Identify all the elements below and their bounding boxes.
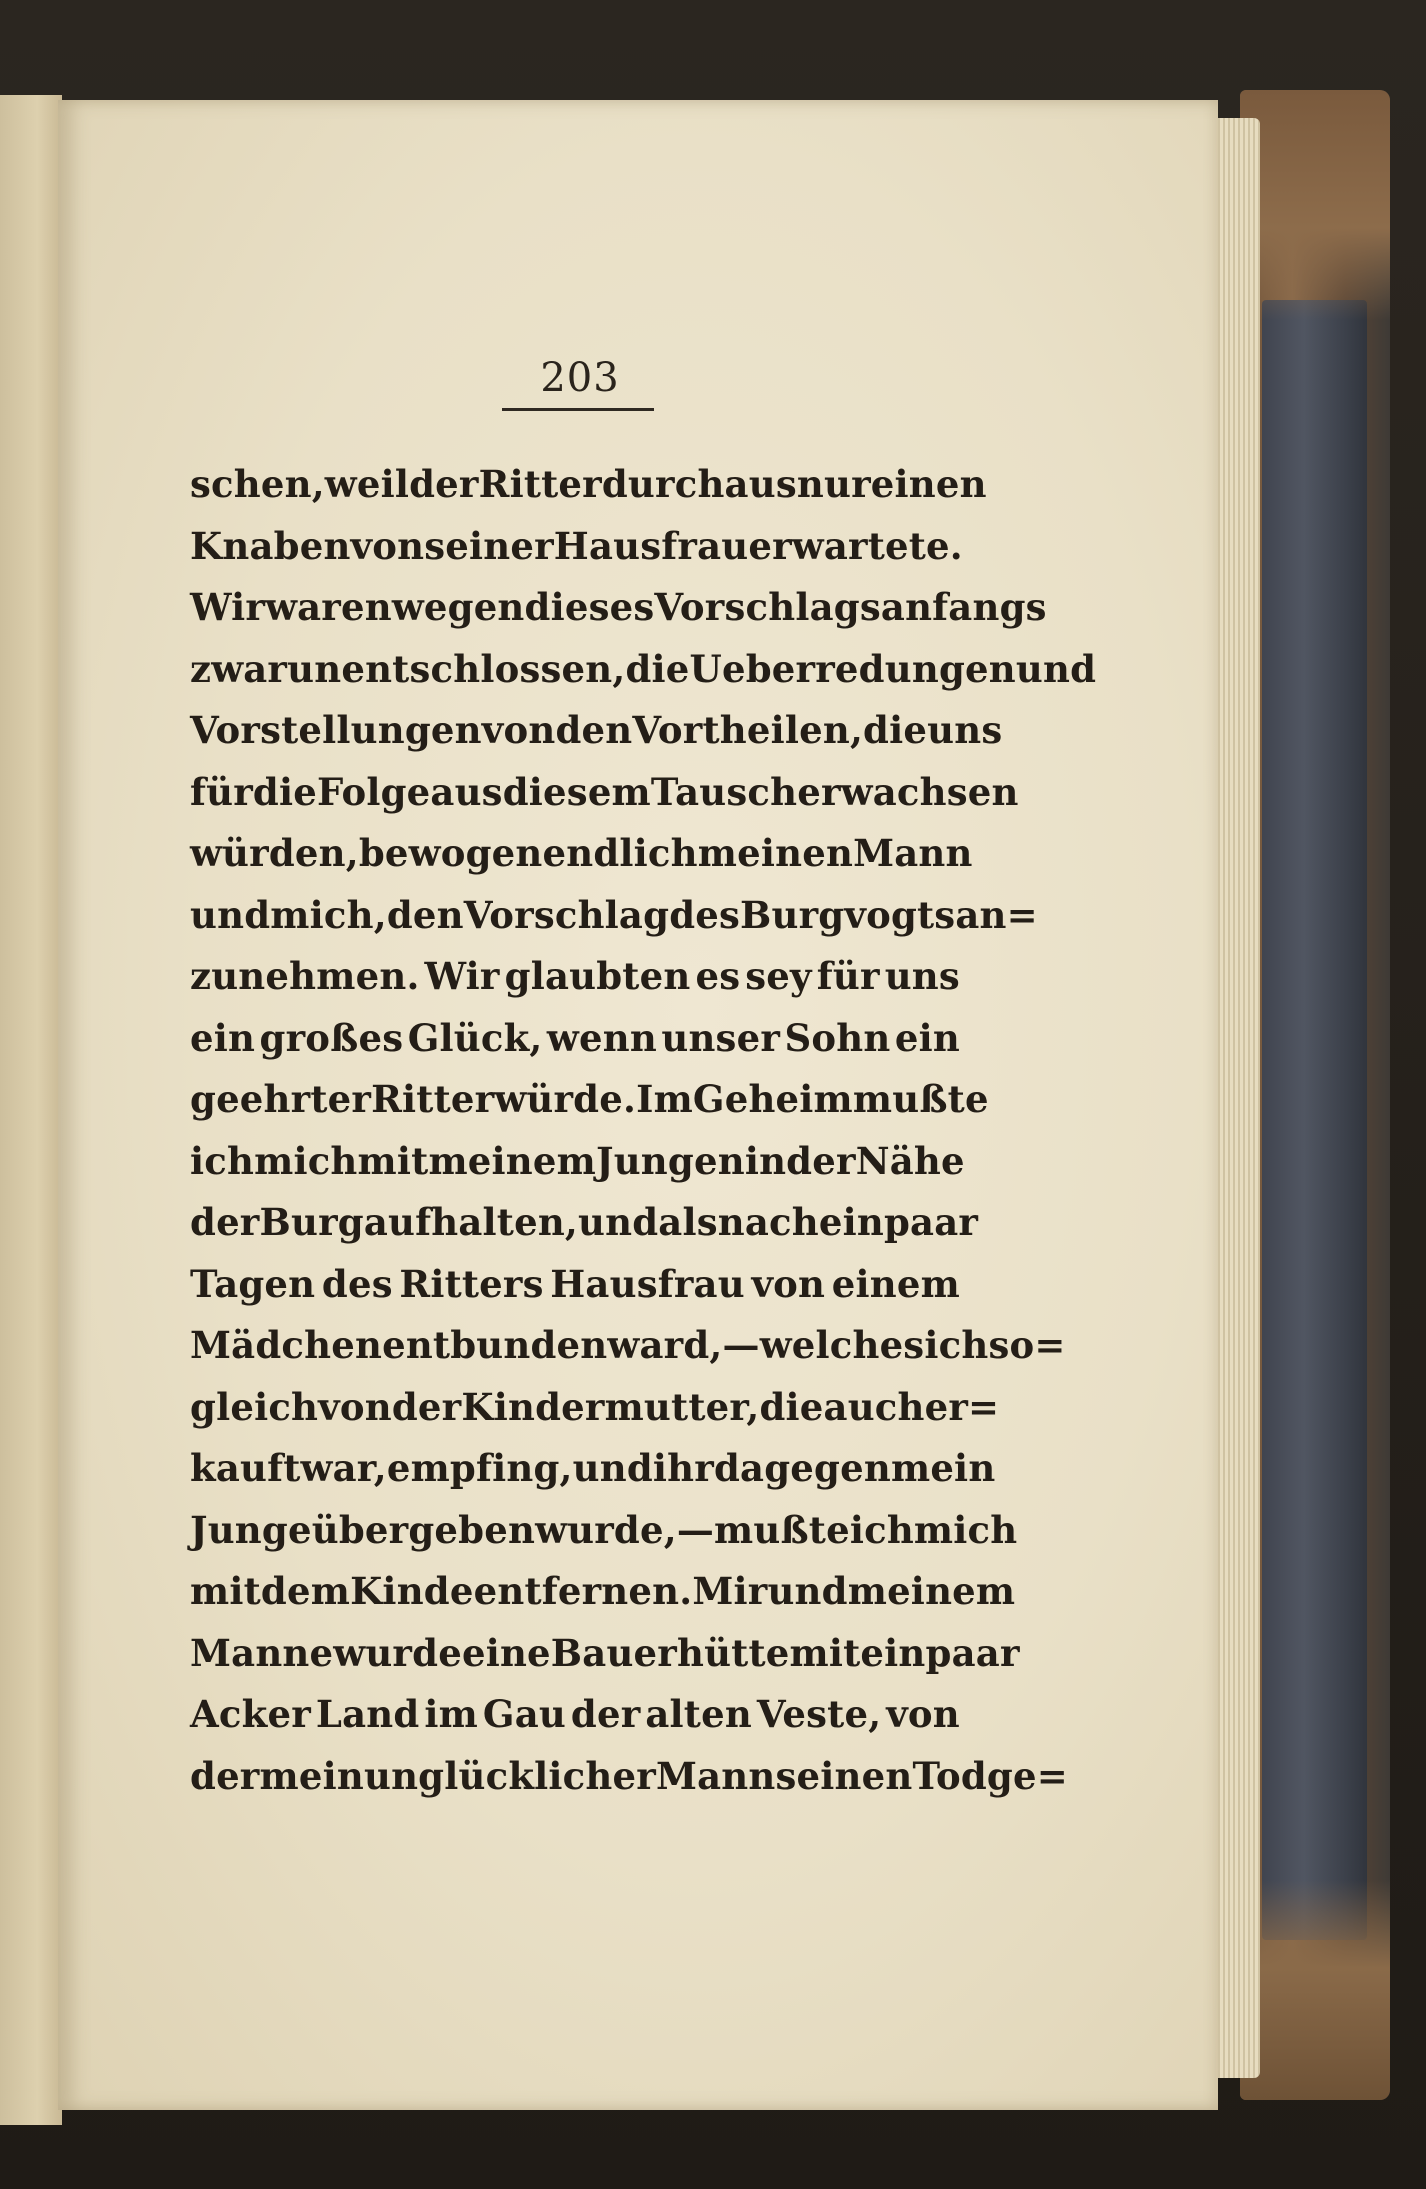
facing-page-edge — [0, 95, 62, 2125]
word: dieses — [524, 585, 655, 629]
word: Kindermutter, — [461, 1384, 760, 1429]
word: mußte — [852, 1077, 989, 1121]
text-line — [190, 708, 1003, 770]
word: der — [190, 1753, 260, 1798]
word: anfangs — [880, 585, 1047, 629]
text-line — [190, 769, 1019, 832]
word: ich — [924, 1323, 989, 1367]
word: ihr — [652, 1446, 714, 1490]
word: dem — [260, 1569, 351, 1613]
word: eine — [461, 1630, 551, 1675]
text-line — [190, 1077, 989, 1139]
word: Ritters — [399, 1261, 544, 1306]
word: die — [863, 708, 928, 752]
word: zwar — [190, 646, 288, 691]
text-line — [190, 462, 987, 524]
word: er= — [924, 1384, 1000, 1429]
word: Ritter — [371, 1077, 495, 1121]
word: nach — [717, 1200, 819, 1244]
word: und — [572, 1446, 653, 1490]
word: Junge — [190, 1507, 312, 1552]
word: des — [321, 1261, 393, 1306]
word: die — [252, 769, 317, 814]
word: Folge — [317, 769, 431, 814]
word: alten — [645, 1692, 752, 1736]
text-line — [190, 831, 973, 893]
word: seiner — [424, 523, 554, 568]
word: mit — [190, 1569, 261, 1613]
word: entbunden — [382, 1323, 608, 1367]
word: Acker — [190, 1692, 311, 1736]
word: wenn — [546, 1015, 657, 1060]
word: durchaus — [601, 462, 797, 506]
word: einem — [831, 1261, 960, 1306]
word: meinem — [428, 1138, 596, 1183]
word: aus — [430, 769, 503, 814]
word: im — [424, 1692, 478, 1736]
word: und — [1015, 646, 1097, 691]
word: von — [318, 1384, 392, 1429]
word: und — [190, 892, 271, 937]
book-cover-corner-bottom — [1240, 1880, 1390, 2100]
word: großes — [259, 1015, 404, 1060]
word: Ritter — [478, 462, 602, 506]
text-line — [190, 585, 1047, 647]
word: ge= — [986, 1753, 1068, 1798]
word: paar — [925, 1630, 1020, 1675]
word: unglücklicher — [363, 1753, 656, 1798]
book-cover-cloth — [1262, 300, 1367, 1940]
word: Geheim — [692, 1077, 853, 1121]
word: Wir — [190, 585, 266, 629]
word: Manne — [190, 1630, 334, 1675]
text-line — [190, 1262, 960, 1324]
word: wegen — [391, 585, 525, 629]
word: von — [886, 1692, 960, 1736]
word: Hausfrau — [553, 523, 749, 568]
word: Ueberredungen — [689, 646, 1016, 691]
word: ein — [190, 1015, 256, 1060]
word: erwartete. — [748, 523, 963, 568]
word: ward, — [607, 1323, 723, 1367]
word: Mir — [692, 1569, 768, 1613]
word: übergeben — [311, 1507, 536, 1552]
page-number: 203 — [540, 355, 620, 401]
word: Nähe — [855, 1138, 965, 1183]
word: Burgvogts — [740, 892, 956, 937]
word: ein — [860, 1630, 926, 1675]
text-line — [190, 1323, 1066, 1385]
word: als — [658, 1200, 718, 1244]
word: für — [190, 769, 253, 814]
text-line — [190, 1446, 996, 1508]
word: Vorstellungen — [190, 708, 482, 752]
word: von — [481, 708, 556, 752]
word: unser — [661, 1015, 781, 1060]
word: entfernen. — [473, 1569, 693, 1613]
word: an= — [955, 892, 1038, 937]
word: uns — [927, 708, 1003, 752]
word: mit — [789, 1630, 861, 1675]
word: wurde — [333, 1630, 462, 1675]
word: — — [676, 1507, 715, 1552]
word: Burg — [259, 1200, 364, 1244]
word: meinem — [847, 1569, 1016, 1613]
text-line — [190, 1630, 1020, 1693]
text-line — [190, 1692, 960, 1754]
word: unentschlossen, — [287, 646, 626, 691]
word: den — [386, 892, 464, 937]
word: meinen — [697, 831, 854, 875]
word: einen — [870, 462, 987, 506]
word: welches — [759, 1323, 925, 1367]
word: schen, — [190, 462, 325, 506]
word: ich — [190, 1138, 255, 1183]
word: der — [786, 1138, 856, 1183]
word: Glück, — [407, 1015, 543, 1060]
text-line — [190, 1569, 1016, 1631]
word: würde. — [494, 1077, 637, 1121]
word: der — [570, 1692, 641, 1736]
text-line — [190, 1384, 1000, 1447]
page-number-rule — [502, 408, 654, 411]
word: zunehmen. — [190, 954, 420, 998]
text-line — [190, 954, 960, 1016]
word: wurde, — [535, 1507, 677, 1552]
word: der — [190, 1200, 260, 1244]
word: empfing, — [386, 1446, 573, 1490]
word: Bauerhütte — [550, 1630, 790, 1675]
word: uns — [884, 954, 960, 998]
text-line — [190, 892, 1038, 955]
word: auch — [823, 1384, 925, 1429]
word: von — [751, 1261, 826, 1306]
text-line — [190, 1016, 960, 1078]
word: Jungen — [595, 1138, 745, 1183]
word: mich — [254, 1138, 358, 1183]
word: waren — [265, 585, 392, 629]
word: und — [578, 1200, 659, 1244]
word: Veste, — [756, 1692, 882, 1736]
word: der — [391, 1384, 462, 1429]
word: geehrter — [190, 1077, 372, 1121]
word: Sohn — [784, 1015, 891, 1060]
word: Tod — [912, 1753, 987, 1798]
word: so= — [988, 1323, 1066, 1367]
word: endlich — [542, 831, 698, 875]
word: die — [625, 646, 690, 691]
word: Kinde — [350, 1569, 474, 1613]
word: Tausch — [650, 769, 798, 814]
word: der — [409, 462, 479, 506]
word: Knaben — [190, 523, 351, 568]
word: würden, — [190, 831, 359, 875]
word: in — [744, 1138, 787, 1183]
word: war, — [300, 1446, 387, 1490]
word: seinen — [775, 1753, 913, 1798]
word: mich, — [270, 892, 387, 937]
word: kauft — [190, 1446, 301, 1490]
word: gleich — [190, 1384, 319, 1429]
word: ein — [818, 1200, 884, 1244]
page-text — [190, 462, 1097, 1815]
text-line — [190, 1507, 1018, 1570]
word: mit — [357, 1138, 429, 1183]
word: für — [816, 954, 880, 998]
word: Hausfrau — [550, 1261, 745, 1306]
book-cover-corner-top — [1240, 90, 1390, 320]
word: Vorschlags — [654, 585, 881, 629]
word: erwachsen — [797, 769, 1019, 814]
word: es — [695, 954, 741, 998]
word: mein — [259, 1753, 364, 1798]
text-line — [190, 1200, 979, 1262]
word: paar — [883, 1200, 979, 1244]
word: aufhalten, — [363, 1200, 578, 1244]
word: Mädchen — [190, 1323, 383, 1367]
word: und — [767, 1569, 848, 1613]
word: weil — [324, 462, 410, 506]
word: den — [555, 708, 633, 752]
word: von — [350, 523, 425, 568]
word: bewogen — [358, 831, 543, 875]
text-line — [190, 1753, 1068, 1816]
word: Mann — [853, 831, 973, 875]
word: Im — [636, 1077, 693, 1121]
word: Vortheilen, — [632, 708, 864, 752]
word: mußte — [714, 1507, 850, 1552]
word: ein — [894, 1015, 960, 1060]
word: diesem — [502, 769, 651, 814]
word: mein — [890, 1446, 996, 1490]
word: nur — [796, 462, 871, 506]
text-line — [190, 523, 963, 586]
text-line — [190, 1138, 965, 1201]
word: Land — [315, 1692, 420, 1736]
word: Wir — [424, 954, 500, 998]
word: Vorschlag — [463, 892, 670, 937]
word: die — [759, 1384, 824, 1429]
text-line — [190, 646, 1097, 709]
word: Tagen — [190, 1261, 316, 1306]
word: mich — [913, 1507, 1018, 1552]
word: Gau — [482, 1692, 566, 1736]
word: — — [722, 1323, 760, 1367]
word: glaubten — [504, 954, 691, 998]
word: ich — [849, 1507, 914, 1552]
word: Mann — [655, 1753, 776, 1798]
word: sey — [745, 954, 812, 998]
word: des — [669, 892, 741, 937]
word: dagegen — [713, 1446, 891, 1490]
